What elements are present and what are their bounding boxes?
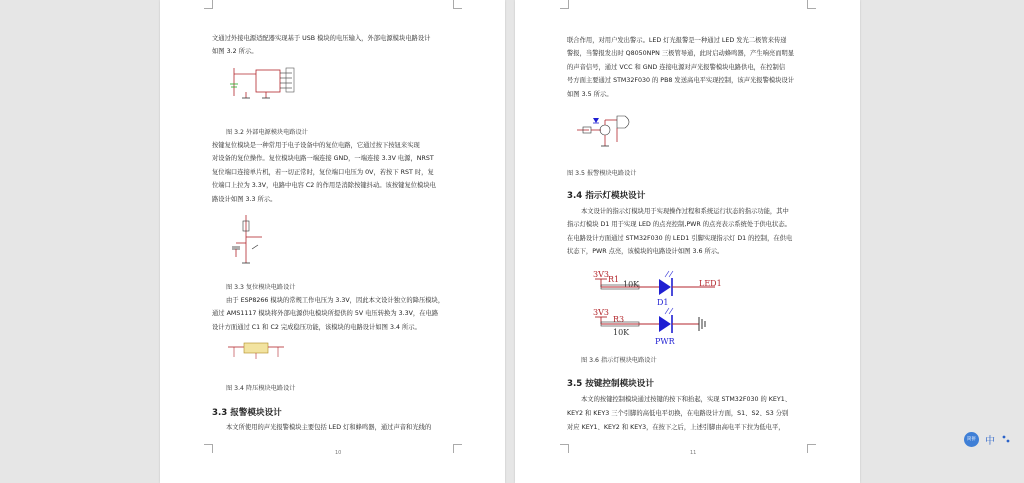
paragraph-line: 如图 3.2 所示。: [212, 48, 258, 55]
paragraph-line: 通过 AMS1117 模块将外部电源供电模块所提供的 5V 电压转换为 3.3V，在电路: [212, 310, 439, 317]
ime-language-toggle[interactable]: 中: [985, 435, 995, 447]
paragraph-line: 本文的按键控制模块通过按键的按下和抬起，实现 STM32F030 的 KEY1、: [581, 396, 792, 403]
paragraph-line: 按键复位模块是一种常用于电子设备中的复位电路，它通过按下按钮来实现: [212, 142, 420, 149]
figure-caption: 图 3.2 外部电源模块电路设计: [226, 129, 308, 136]
crop-mark: [453, 0, 462, 9]
figure-3-3-reset-circuit: [228, 213, 268, 268]
crop-mark: [807, 444, 816, 453]
section-heading: 3.3 报警模块设计: [212, 408, 282, 418]
paragraph-line: 设计方面通过 C1 和 C2 完成稳压功能，该模块的电路设计如图 3.4 所示。: [212, 324, 421, 331]
crop-mark: [560, 444, 569, 453]
page-number: 11: [690, 450, 697, 456]
figure-3-2-usb-power-circuit: [226, 62, 301, 102]
paragraph-line: 指示灯模块 D1 用于实现 LED 的点亮控制,PWR 的点亮表示系统处于供电状态。: [567, 221, 791, 228]
figure-caption: 图 3.5 报警模块电路设计: [567, 170, 637, 177]
crop-mark: [560, 0, 569, 9]
led-d1-icon: [659, 279, 671, 295]
left-page: [160, 0, 505, 483]
paragraph-line: KEY2 和 KEY3 三个引脚的高低电平切换，在电路设计方面，S1、S2、S3 分别: [567, 410, 789, 417]
net-label-led1: LED1: [699, 279, 722, 288]
right-page: [515, 0, 860, 483]
led-pwr-icon: [659, 316, 671, 332]
section-heading: 3.5 按键控制模块设计: [567, 379, 654, 389]
paragraph-line: 位端口上拉为 3.3V，电路中电容 C2 的作用是消除按键抖动。该按键复位模块电: [212, 182, 436, 189]
diode-label-d1: D1: [657, 298, 669, 307]
figure-caption: 图 3.3 复位模块电路设计: [226, 284, 296, 291]
paragraph-line: 对设备的复位操作。复位模块电路一端连接 GND，一端连接 3.3V 电源，NRST: [212, 155, 434, 162]
figure-3-5-alarm-circuit: [573, 112, 638, 160]
paragraph-line: 本文所使用的声光报警模块主要包括 LED 灯和蜂鸣器，通过声音和光线的: [226, 424, 432, 431]
paragraph-line: 联合作用，对用户发出警示。LED 灯光报警是一种通过 LED 发光二极管来传递: [567, 37, 787, 44]
resistor-value-r3: 10K: [613, 328, 630, 337]
crop-mark: [807, 0, 816, 9]
paragraph-line: 对应 KEY1、KEY2 和 KEY3，在按下之后，上述引脚由高电平下拉为低电平，: [567, 424, 785, 431]
crop-mark: [453, 444, 462, 453]
paragraph-line: 由于 ESP8266 模块的常规工作电压为 3.3V，因此本文设计独立的降压模块，: [226, 297, 445, 304]
resistor-label-r3: R3: [613, 315, 625, 324]
figure-3-6-indicator-circuit: [587, 263, 737, 348]
resistor-value-r1: 10K: [623, 280, 640, 289]
paragraph-line: 复位端口连接单片机，若一切正常时，复位端口电压为 0V，若按下 RST 时，复: [212, 169, 434, 176]
page-number: 10: [335, 450, 342, 456]
net-label-3v3: 3V3: [593, 270, 609, 279]
crop-mark: [204, 444, 213, 453]
paragraph-line: 文通过外接电源适配器实现基于 USB 模块的电压输入，外部电源模块电路设计: [212, 35, 431, 42]
figure-3-4-buck-circuit: [226, 341, 286, 361]
paragraph-line: 状态下，PWR 点亮，该模块的电路设计如图 3.6 所示。: [567, 248, 724, 255]
figure-caption: 图 3.4 降压模块电路设计: [226, 385, 296, 392]
paragraph-line: 的声音信号，通过 VCC 和 GND 连接电源对声光报警模块电路供电，在控制信: [567, 64, 786, 71]
crop-mark: [204, 0, 213, 9]
paragraph-line: 本文设计的指示灯模块用于实现操作过程和系统运行状态的指示功能，其中: [581, 208, 789, 215]
section-heading: 3.4 指示灯模块设计: [567, 191, 646, 201]
resistor-label-r1: R1: [608, 275, 620, 284]
ime-punctuation-icon[interactable]: [1001, 434, 1011, 444]
net-label-3v3: 3V3: [593, 308, 609, 317]
ime-badge-icon[interactable]: 简拼: [964, 432, 979, 447]
paragraph-line: 路设计如图 3.3 所示。: [212, 196, 277, 203]
paragraph-line: 如图 3.5 所示。: [567, 91, 613, 98]
diode-label-pwr: PWR: [655, 337, 675, 346]
paragraph-line: 在电路设计方面通过 STM32F030 的 LED1 引脚实现指示灯 D1 的控制，在供电: [567, 235, 793, 242]
paragraph-line: 警报，当警报发出时 Q8050NPN 三极管导通，此时启动蜂鸣器，产生响亮而明显: [567, 50, 795, 57]
figure-caption: 图 3.6 指示灯模块电路设计: [581, 357, 657, 364]
ime-toolbar[interactable]: [964, 429, 1011, 449]
paragraph-line: 号方面主要通过 STM32F030 的 PB8 发送高电平实现控制，该声光报警模块设计: [567, 77, 795, 84]
